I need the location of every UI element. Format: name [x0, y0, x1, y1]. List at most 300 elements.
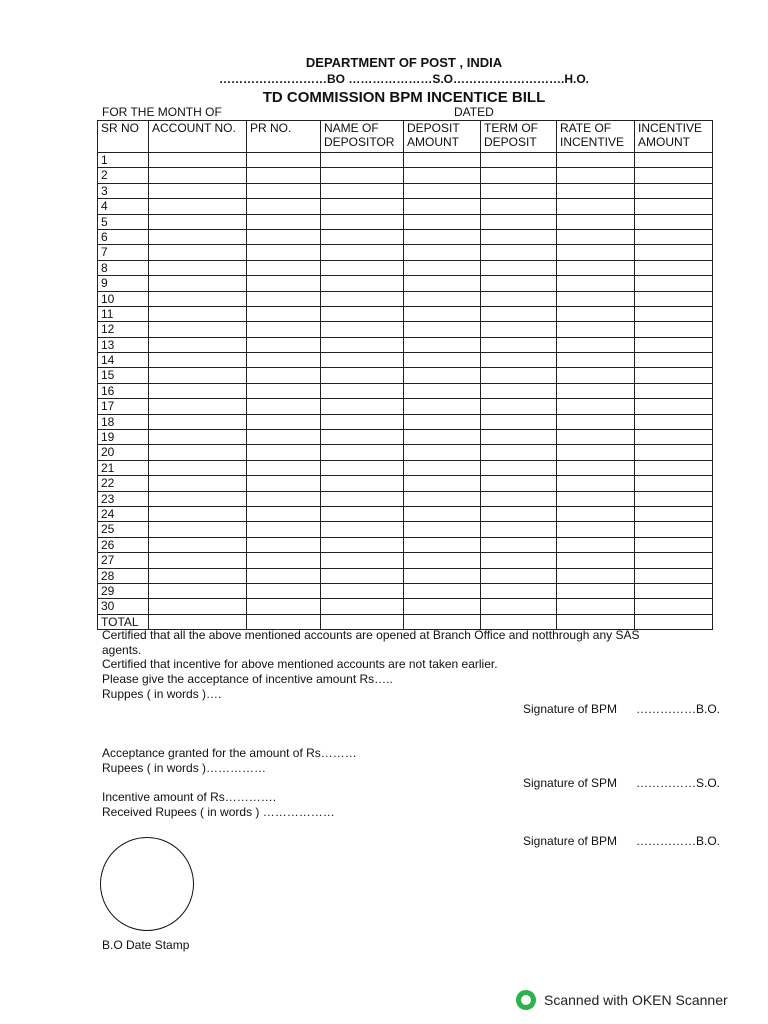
- table-cell: [481, 229, 557, 244]
- table-row: [98, 522, 713, 537]
- scanner-footer: [516, 990, 728, 1010]
- table-cell: [635, 353, 713, 368]
- signature-spm-office: ……………S.O.: [636, 776, 721, 790]
- table-cell: [404, 368, 481, 383]
- table-cell: [481, 368, 557, 383]
- table-cell: [635, 291, 713, 306]
- table-cell: [149, 568, 247, 583]
- table-cell: [481, 399, 557, 414]
- table-cell: [635, 368, 713, 383]
- table-cell: [404, 383, 481, 398]
- table-cell: [481, 522, 557, 537]
- table-cell: [481, 353, 557, 368]
- table-cell: [321, 553, 404, 568]
- table-cell: [321, 306, 404, 321]
- col-header: ACCOUNT NO.: [149, 121, 247, 153]
- table-row: [98, 430, 713, 445]
- table-cell: [557, 322, 635, 337]
- table-cell: [149, 260, 247, 275]
- table-row: [98, 276, 713, 291]
- table-cell: [481, 445, 557, 460]
- table-cell: [321, 537, 404, 552]
- table-cell: [557, 276, 635, 291]
- sr-no-cell: 13: [98, 337, 149, 352]
- table-cell: [149, 276, 247, 291]
- table-cell: [404, 322, 481, 337]
- month-label: FOR THE MONTH OF: [102, 105, 222, 119]
- table-cell: [557, 599, 635, 614]
- table-cell: [149, 229, 247, 244]
- table-cell: [404, 199, 481, 214]
- table-cell: [635, 583, 713, 598]
- col-header: INCENTIVE AMOUNT: [635, 121, 713, 153]
- oken-logo-icon: [516, 990, 536, 1010]
- table-cell: [557, 337, 635, 352]
- sr-no-cell: 8: [98, 260, 149, 275]
- sr-no-cell: 5: [98, 214, 149, 229]
- table-row: [98, 337, 713, 352]
- sr-no-cell: 22: [98, 476, 149, 491]
- table-cell: [404, 183, 481, 198]
- table-cell: [247, 506, 321, 521]
- certify-line-4: Please give the acceptance of incentive amount Rs…..: [102, 672, 393, 686]
- sr-no-cell: 14: [98, 353, 149, 368]
- incentive-table: [97, 120, 713, 630]
- table-cell: [247, 476, 321, 491]
- received-line-2: Received Rupees ( in words ) ………………: [102, 805, 335, 819]
- table-cell: [149, 553, 247, 568]
- table-cell: [149, 199, 247, 214]
- table-cell: [149, 399, 247, 414]
- table-cell: [481, 276, 557, 291]
- table-row: [98, 476, 713, 491]
- table-cell: [247, 460, 321, 475]
- table-cell: [635, 229, 713, 244]
- table-cell: [557, 306, 635, 321]
- table-row: [98, 491, 713, 506]
- table-row: [98, 445, 713, 460]
- table-row: [98, 214, 713, 229]
- date-stamp-circle: [100, 837, 194, 931]
- table-cell: [149, 583, 247, 598]
- table-row: [98, 537, 713, 552]
- table-cell: [247, 368, 321, 383]
- table-cell: [404, 445, 481, 460]
- table-cell: [247, 199, 321, 214]
- signature-bpm-office: ……………B.O.: [636, 702, 721, 716]
- table-cell: [247, 306, 321, 321]
- table-cell: [247, 445, 321, 460]
- table-cell: [247, 599, 321, 614]
- table-cell: [557, 583, 635, 598]
- table-cell: [557, 229, 635, 244]
- table-cell: [481, 553, 557, 568]
- table-cell: [404, 260, 481, 275]
- table-cell: [149, 153, 247, 168]
- table-cell: [321, 183, 404, 198]
- dated-label: DATED: [454, 105, 494, 119]
- table-cell: [321, 399, 404, 414]
- table-cell: [404, 537, 481, 552]
- table-row: [98, 399, 713, 414]
- table-cell: [557, 476, 635, 491]
- table-cell: [321, 491, 404, 506]
- table-cell: [557, 260, 635, 275]
- table-cell: [557, 460, 635, 475]
- table-cell: [404, 553, 481, 568]
- table-cell: [481, 322, 557, 337]
- table-row: [98, 414, 713, 429]
- col-header: TERM OF DEPOSIT: [481, 121, 557, 153]
- table-cell: [247, 537, 321, 552]
- table-cell: [321, 260, 404, 275]
- table-cell: [247, 183, 321, 198]
- total-cell: [635, 614, 713, 629]
- table-cell: [149, 337, 247, 352]
- table-cell: [481, 414, 557, 429]
- table-cell: [635, 322, 713, 337]
- table-cell: [149, 445, 247, 460]
- table-cell: [247, 322, 321, 337]
- acceptance-line-1: Acceptance granted for the amount of Rs………: [102, 746, 357, 760]
- table-cell: [149, 506, 247, 521]
- table-cell: [149, 245, 247, 260]
- table-cell: [635, 245, 713, 260]
- table-cell: [481, 506, 557, 521]
- table-cell: [635, 445, 713, 460]
- table-cell: [321, 276, 404, 291]
- table-cell: [635, 337, 713, 352]
- table-cell: [149, 214, 247, 229]
- table-cell: [149, 414, 247, 429]
- certify-line-5: Ruppes ( in words )….: [102, 687, 222, 701]
- table-cell: [149, 537, 247, 552]
- table-cell: [635, 599, 713, 614]
- table-cell: [247, 276, 321, 291]
- table-row: [98, 168, 713, 183]
- table-cell: [404, 476, 481, 491]
- table-cell: [247, 260, 321, 275]
- table-cell: [247, 568, 321, 583]
- sr-no-cell: 2: [98, 168, 149, 183]
- table-cell: [481, 599, 557, 614]
- table-cell: [321, 599, 404, 614]
- table-cell: [481, 337, 557, 352]
- sr-no-cell: 26: [98, 537, 149, 552]
- table-cell: [247, 583, 321, 598]
- table-cell: [404, 460, 481, 475]
- table-cell: [149, 522, 247, 537]
- sr-no-cell: 10: [98, 291, 149, 306]
- table-cell: [481, 460, 557, 475]
- table-cell: [404, 337, 481, 352]
- table-cell: [557, 506, 635, 521]
- table-row: [98, 291, 713, 306]
- table-cell: [557, 353, 635, 368]
- table-cell: [247, 337, 321, 352]
- table-cell: [321, 168, 404, 183]
- table-row: [98, 506, 713, 521]
- table-cell: [321, 414, 404, 429]
- table-cell: [321, 368, 404, 383]
- table-cell: [149, 368, 247, 383]
- table-cell: [247, 353, 321, 368]
- table-cell: [557, 183, 635, 198]
- table-cell: [247, 168, 321, 183]
- bill-title: TD COMMISSION BPM INCENTICE BILL: [262, 89, 546, 106]
- table-cell: [404, 583, 481, 598]
- table-cell: [404, 414, 481, 429]
- table-cell: [635, 537, 713, 552]
- table-cell: [149, 476, 247, 491]
- table-cell: [247, 291, 321, 306]
- table-cell: [321, 291, 404, 306]
- table-cell: [321, 383, 404, 398]
- table-cell: [247, 414, 321, 429]
- table-cell: [557, 368, 635, 383]
- table-cell: [321, 214, 404, 229]
- table-cell: [557, 245, 635, 260]
- table-cell: [404, 291, 481, 306]
- certify-line-1: Certified that all the above mentioned accounts are opened at Branch Office and notthrough any SAS: [102, 628, 640, 642]
- acceptance-line-2: Rupees ( in words )……………: [102, 761, 267, 775]
- table-cell: [635, 568, 713, 583]
- table-cell: [321, 322, 404, 337]
- sr-no-cell: 28: [98, 568, 149, 583]
- table-cell: [635, 306, 713, 321]
- table-cell: [635, 553, 713, 568]
- table-cell: [321, 476, 404, 491]
- table-cell: [149, 183, 247, 198]
- table-cell: [404, 245, 481, 260]
- table-cell: [481, 291, 557, 306]
- sr-no-cell: 1: [98, 153, 149, 168]
- certify-line-2: agents.: [102, 643, 142, 657]
- table-cell: [481, 383, 557, 398]
- table-cell: [247, 553, 321, 568]
- table-cell: [635, 276, 713, 291]
- signature-bpm-office-2: ……………B.O.: [636, 834, 721, 848]
- table-cell: [481, 430, 557, 445]
- table-cell: [404, 153, 481, 168]
- table-cell: [635, 214, 713, 229]
- table-cell: [481, 583, 557, 598]
- sr-no-cell: 30: [98, 599, 149, 614]
- table-cell: [247, 383, 321, 398]
- table-cell: [481, 245, 557, 260]
- table-cell: [481, 306, 557, 321]
- sr-no-cell: 11: [98, 306, 149, 321]
- table-cell: [149, 168, 247, 183]
- table-cell: [481, 214, 557, 229]
- table-row: [98, 199, 713, 214]
- table-cell: [149, 291, 247, 306]
- table-cell: [404, 522, 481, 537]
- table-cell: [321, 245, 404, 260]
- table-cell: [247, 430, 321, 445]
- sr-no-cell: 3: [98, 183, 149, 198]
- table-cell: [557, 383, 635, 398]
- table-cell: [321, 337, 404, 352]
- table-row: [98, 229, 713, 244]
- sr-no-cell: 21: [98, 460, 149, 475]
- table-cell: [247, 245, 321, 260]
- table-cell: [557, 291, 635, 306]
- table-cell: [635, 168, 713, 183]
- table-cell: [557, 399, 635, 414]
- table-cell: [481, 568, 557, 583]
- table-cell: [321, 506, 404, 521]
- table-cell: [321, 522, 404, 537]
- sr-no-cell: 4: [98, 199, 149, 214]
- table-cell: [557, 568, 635, 583]
- col-header: PR NO.: [247, 121, 321, 153]
- table-cell: [557, 168, 635, 183]
- certify-line-3: Certified that incentive for above mentioned accounts are not taken earlier.: [102, 657, 498, 671]
- table-cell: [635, 260, 713, 275]
- table-row: [98, 599, 713, 614]
- table-row: [98, 460, 713, 475]
- sr-no-cell: 19: [98, 430, 149, 445]
- sr-no-cell: 18: [98, 414, 149, 429]
- table-header-row: [98, 121, 713, 153]
- sr-no-cell: 20: [98, 445, 149, 460]
- table-cell: [321, 583, 404, 598]
- table-cell: [481, 476, 557, 491]
- table-cell: [557, 491, 635, 506]
- form-title-department: DEPARTMENT OF POST , INDIA: [305, 55, 503, 70]
- sr-no-cell: 23: [98, 491, 149, 506]
- table-cell: [321, 153, 404, 168]
- signature-bpm-label: Signature of BPM: [523, 702, 618, 716]
- table-cell: [635, 476, 713, 491]
- scanner-text: Scanned with OKEN Scanner: [544, 992, 728, 1008]
- sr-no-cell: 27: [98, 553, 149, 568]
- col-header: SR NO: [98, 121, 149, 153]
- table-cell: [404, 214, 481, 229]
- table-cell: [557, 199, 635, 214]
- table-cell: [557, 537, 635, 552]
- signature-bpm-label-2: Signature of BPM: [523, 834, 618, 848]
- table-row: [98, 153, 713, 168]
- table-cell: [481, 168, 557, 183]
- table-cell: [481, 153, 557, 168]
- table-cell: [149, 383, 247, 398]
- received-line-1: Incentive amount of Rs………….: [102, 790, 277, 804]
- col-header: DEPOSIT AMOUNT: [404, 121, 481, 153]
- table-cell: [404, 399, 481, 414]
- table-cell: [321, 460, 404, 475]
- table-cell: [404, 353, 481, 368]
- stamp-label: B.O Date Stamp: [102, 938, 190, 952]
- table-row: [98, 553, 713, 568]
- sr-no-cell: 9: [98, 276, 149, 291]
- table-row: [98, 322, 713, 337]
- table-cell: [404, 599, 481, 614]
- table-cell: [557, 553, 635, 568]
- table-cell: [481, 537, 557, 552]
- table-row: [98, 245, 713, 260]
- table-row: [98, 383, 713, 398]
- table-cell: [481, 491, 557, 506]
- table-cell: [404, 168, 481, 183]
- table-cell: [321, 229, 404, 244]
- table-cell: [635, 383, 713, 398]
- table-cell: [635, 199, 713, 214]
- table-cell: [635, 430, 713, 445]
- table-cell: [404, 276, 481, 291]
- table-cell: [404, 430, 481, 445]
- total-label: TOTAL: [98, 614, 149, 629]
- table-cell: [149, 322, 247, 337]
- table-cell: [635, 183, 713, 198]
- table-cell: [149, 430, 247, 445]
- sr-no-cell: 25: [98, 522, 149, 537]
- table-cell: [404, 491, 481, 506]
- table-cell: [247, 522, 321, 537]
- table-row: [98, 583, 713, 598]
- sr-no-cell: 16: [98, 383, 149, 398]
- table-cell: [557, 430, 635, 445]
- table-cell: [635, 491, 713, 506]
- col-header: NAME OF DEPOSITOR: [321, 121, 404, 153]
- table-cell: [635, 399, 713, 414]
- table-row: [98, 260, 713, 275]
- table-cell: [149, 353, 247, 368]
- table-cell: [557, 522, 635, 537]
- sr-no-cell: 12: [98, 322, 149, 337]
- table-cell: [557, 153, 635, 168]
- table-cell: [635, 522, 713, 537]
- table-cell: [321, 568, 404, 583]
- table-row: [98, 568, 713, 583]
- col-header: RATE OF INCENTIVE: [557, 121, 635, 153]
- sr-no-cell: 29: [98, 583, 149, 598]
- table-cell: [321, 445, 404, 460]
- table-cell: [149, 599, 247, 614]
- office-line: ………………………BO …………………S.O……………………….H.O.: [218, 72, 589, 86]
- table-cell: [321, 430, 404, 445]
- table-cell: [404, 506, 481, 521]
- sr-no-cell: 17: [98, 399, 149, 414]
- table-cell: [557, 445, 635, 460]
- table-cell: [247, 153, 321, 168]
- table-cell: [557, 214, 635, 229]
- table-cell: [481, 199, 557, 214]
- table-cell: [149, 491, 247, 506]
- table-row: [98, 353, 713, 368]
- table-row: [98, 183, 713, 198]
- table-cell: [635, 414, 713, 429]
- table-cell: [481, 260, 557, 275]
- table-cell: [149, 306, 247, 321]
- table-cell: [247, 229, 321, 244]
- table-cell: [404, 568, 481, 583]
- table-cell: [481, 183, 557, 198]
- table-cell: [247, 214, 321, 229]
- sr-no-cell: 7: [98, 245, 149, 260]
- table-cell: [404, 229, 481, 244]
- table-cell: [635, 460, 713, 475]
- table-cell: [635, 506, 713, 521]
- table-cell: [247, 399, 321, 414]
- table-cell: [321, 353, 404, 368]
- table-row: [98, 306, 713, 321]
- table-cell: [557, 414, 635, 429]
- table-cell: [247, 491, 321, 506]
- sr-no-cell: 24: [98, 506, 149, 521]
- table-cell: [149, 460, 247, 475]
